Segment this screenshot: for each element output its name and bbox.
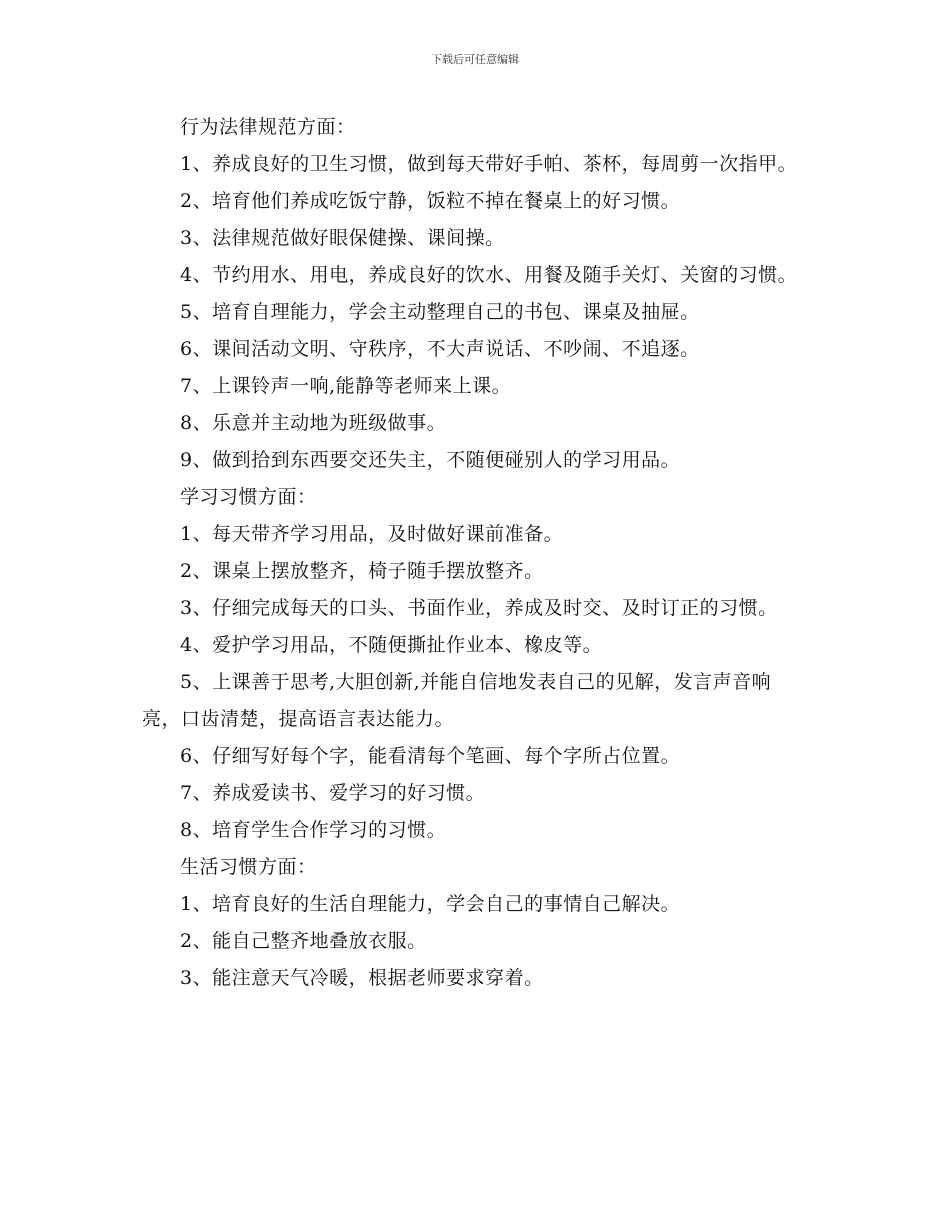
section-heading-study: 学习习惯方面：: [180, 486, 317, 508]
list-item: 9、做到拾到东西要交还失主，不随便碰别人的学习用品。: [180, 449, 681, 471]
list-item: 1、培育良好的生活自理能力，学会自己的事情自己解决。: [180, 893, 681, 915]
list-item: 7、上课铃声一响,能静等老师来上课。: [180, 375, 512, 397]
list-item: 2、课桌上摆放整齐，椅子随手摆放整齐。: [180, 560, 544, 582]
list-item: 2、能自己整齐地叠放衣服。: [180, 930, 427, 952]
list-item: 8、乐意并主动地为班级做事。: [180, 412, 447, 434]
list-item: 5、上课善于思考,大胆创新,并能自信地发表自己的见解，发言声音响亮，口齿清楚，提高语言表达能力。: [142, 671, 772, 730]
page-header: 下载后可任意编辑: [431, 53, 519, 66]
list-item: 3、能注意天气冷暖，根据老师要求穿着。: [180, 967, 544, 989]
list-item: 1、养成良好的卫生习惯，做到每天带好手帕、茶杯，每周剪一次指甲。: [180, 153, 798, 175]
section-heading-behavior: 行为法律规范方面：: [180, 116, 356, 138]
list-item: 1、每天带齐学习用品，及时做好课前准备。: [180, 523, 564, 545]
list-item: 8、培育学生合作学习的习惯。: [180, 819, 447, 841]
document-body: [142, 109, 804, 997]
list-item: 2、培育他们养成吃饭宁静，饭粒不掉在餐桌上的好习惯。: [180, 190, 681, 212]
list-item: 6、课间活动文明、守秩序，不大声说话、不吵闹、不追逐。: [180, 338, 700, 360]
list-item: 6、仔细写好每个字，能看清每个笔画、每个字所占位置。: [180, 745, 681, 767]
list-item: 4、爱护学习用品，不随便撕扯作业本、橡皮等。: [180, 634, 603, 656]
list-item: 7、养成爱读书、爱学习的好习惯。: [180, 782, 486, 804]
section-heading-life: 生活习惯方面：: [180, 856, 317, 878]
list-item: 5、培育自理能力，学会主动整理自己的书包、课桌及抽屉。: [180, 301, 700, 323]
list-item: 3、仔细完成每天的口头、书面作业，养成及时交、及时订正的习惯。: [180, 597, 778, 619]
list-item: 3、法律规范做好眼保健操、课间操。: [180, 227, 505, 249]
list-item: 4、节约用水、用电，养成良好的饮水、用餐及随手关灯、关窗的习惯。: [180, 264, 798, 286]
